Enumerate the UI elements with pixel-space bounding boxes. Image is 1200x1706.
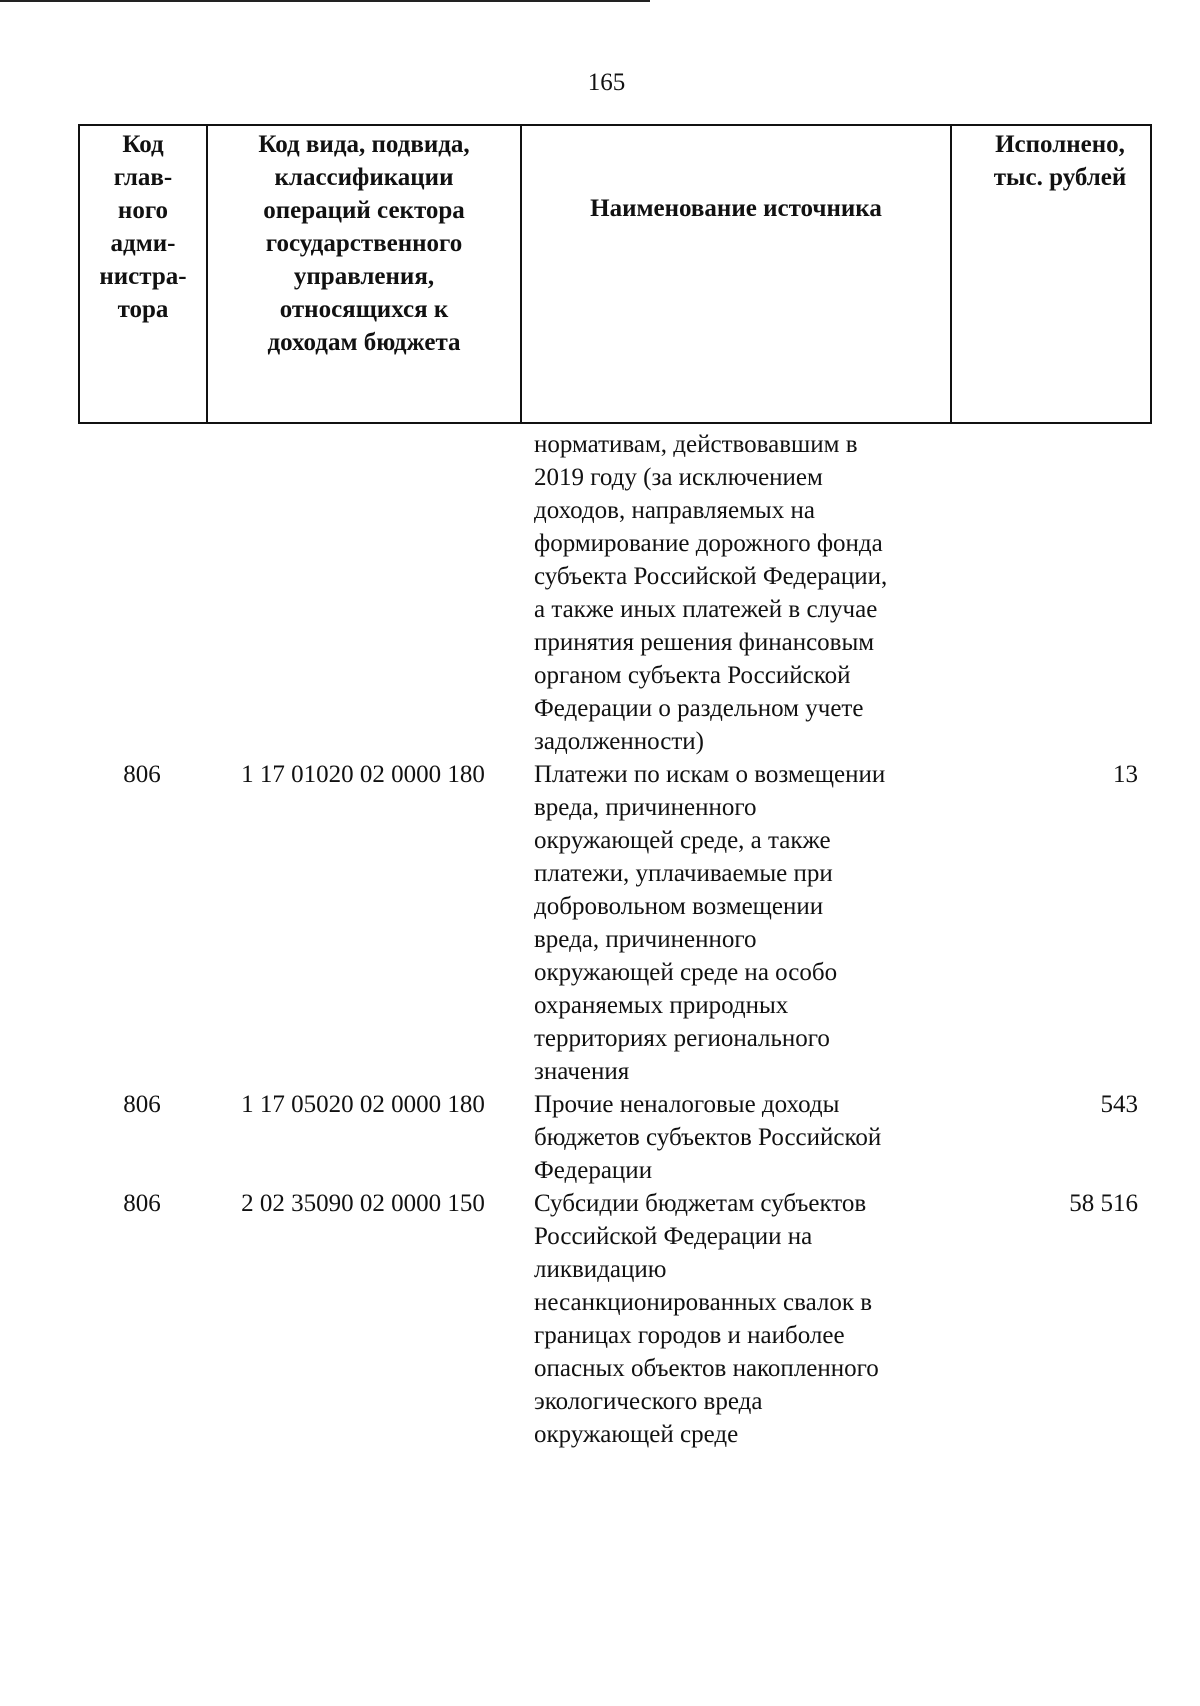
- header-classification-code: Код вида, подвида, классификации операций сектора государственного управления, относящихся к доходам бюджета: [208, 126, 522, 422]
- cell-source-name: нормативам, действовавшим в 2019 году (за исключением доходов, направляемых на формирование дорожного фонда субъекта Российской Федерации, а также иных платежей в случае принятия решения финансовым органом субъекта Российской Федерации о раздельном учете задолженности): [534, 431, 888, 755]
- header-source-name: [522, 126, 952, 422]
- cell-admin-code: 806: [123, 761, 161, 788]
- cell-source-name: Платежи по искам о возмещении вреда, причиненного окружающей среде, а также платежи, уплачиваемые при добровольном возмещении вреда, причиненного окружающей среде на особо охраняемых природных территориях регионального значения: [534, 761, 886, 1085]
- table-row: [78, 1088, 1152, 1187]
- cell-amount: 543: [1100, 1091, 1138, 1118]
- top-border-line: [0, 0, 650, 2]
- cell-amount: 58 516: [1069, 1190, 1138, 1217]
- cell-amount: 13: [1113, 761, 1138, 788]
- header-executed-amount: Исполнено, тыс. рублей: [993, 131, 1127, 191]
- header-source-name-text: Наименование источника: [590, 195, 882, 222]
- cell-classification-code: 2 02 35090 02 0000 150: [241, 1190, 485, 1217]
- table-row: [78, 428, 1152, 758]
- cell-classification-code: 1 17 05020 02 0000 180: [241, 1091, 485, 1118]
- table-row: [78, 758, 1152, 1088]
- cell-classification-code: 1 17 01020 02 0000 180: [241, 761, 485, 788]
- table-row: [78, 1187, 1152, 1451]
- cell-admin-code: 806: [123, 1091, 161, 1118]
- cell-source-name: Субсидии бюджетам субъектов Российской Федерации на ликвидацию несанкционированных свалок в границах городов и наиболее опасных объектов накопленного экологического вреда окружающей среде: [534, 1190, 879, 1448]
- table-body: [78, 428, 1152, 1451]
- header-admin-code: Код глав- ного адми- нистра- тора: [80, 126, 208, 422]
- page-number: 165: [587, 69, 626, 96]
- cell-source-name: Прочие неналоговые доходы бюджетов субъектов Российской Федерации: [534, 1091, 882, 1184]
- table-header: [78, 124, 1152, 424]
- cell-admin-code: 806: [123, 1190, 161, 1217]
